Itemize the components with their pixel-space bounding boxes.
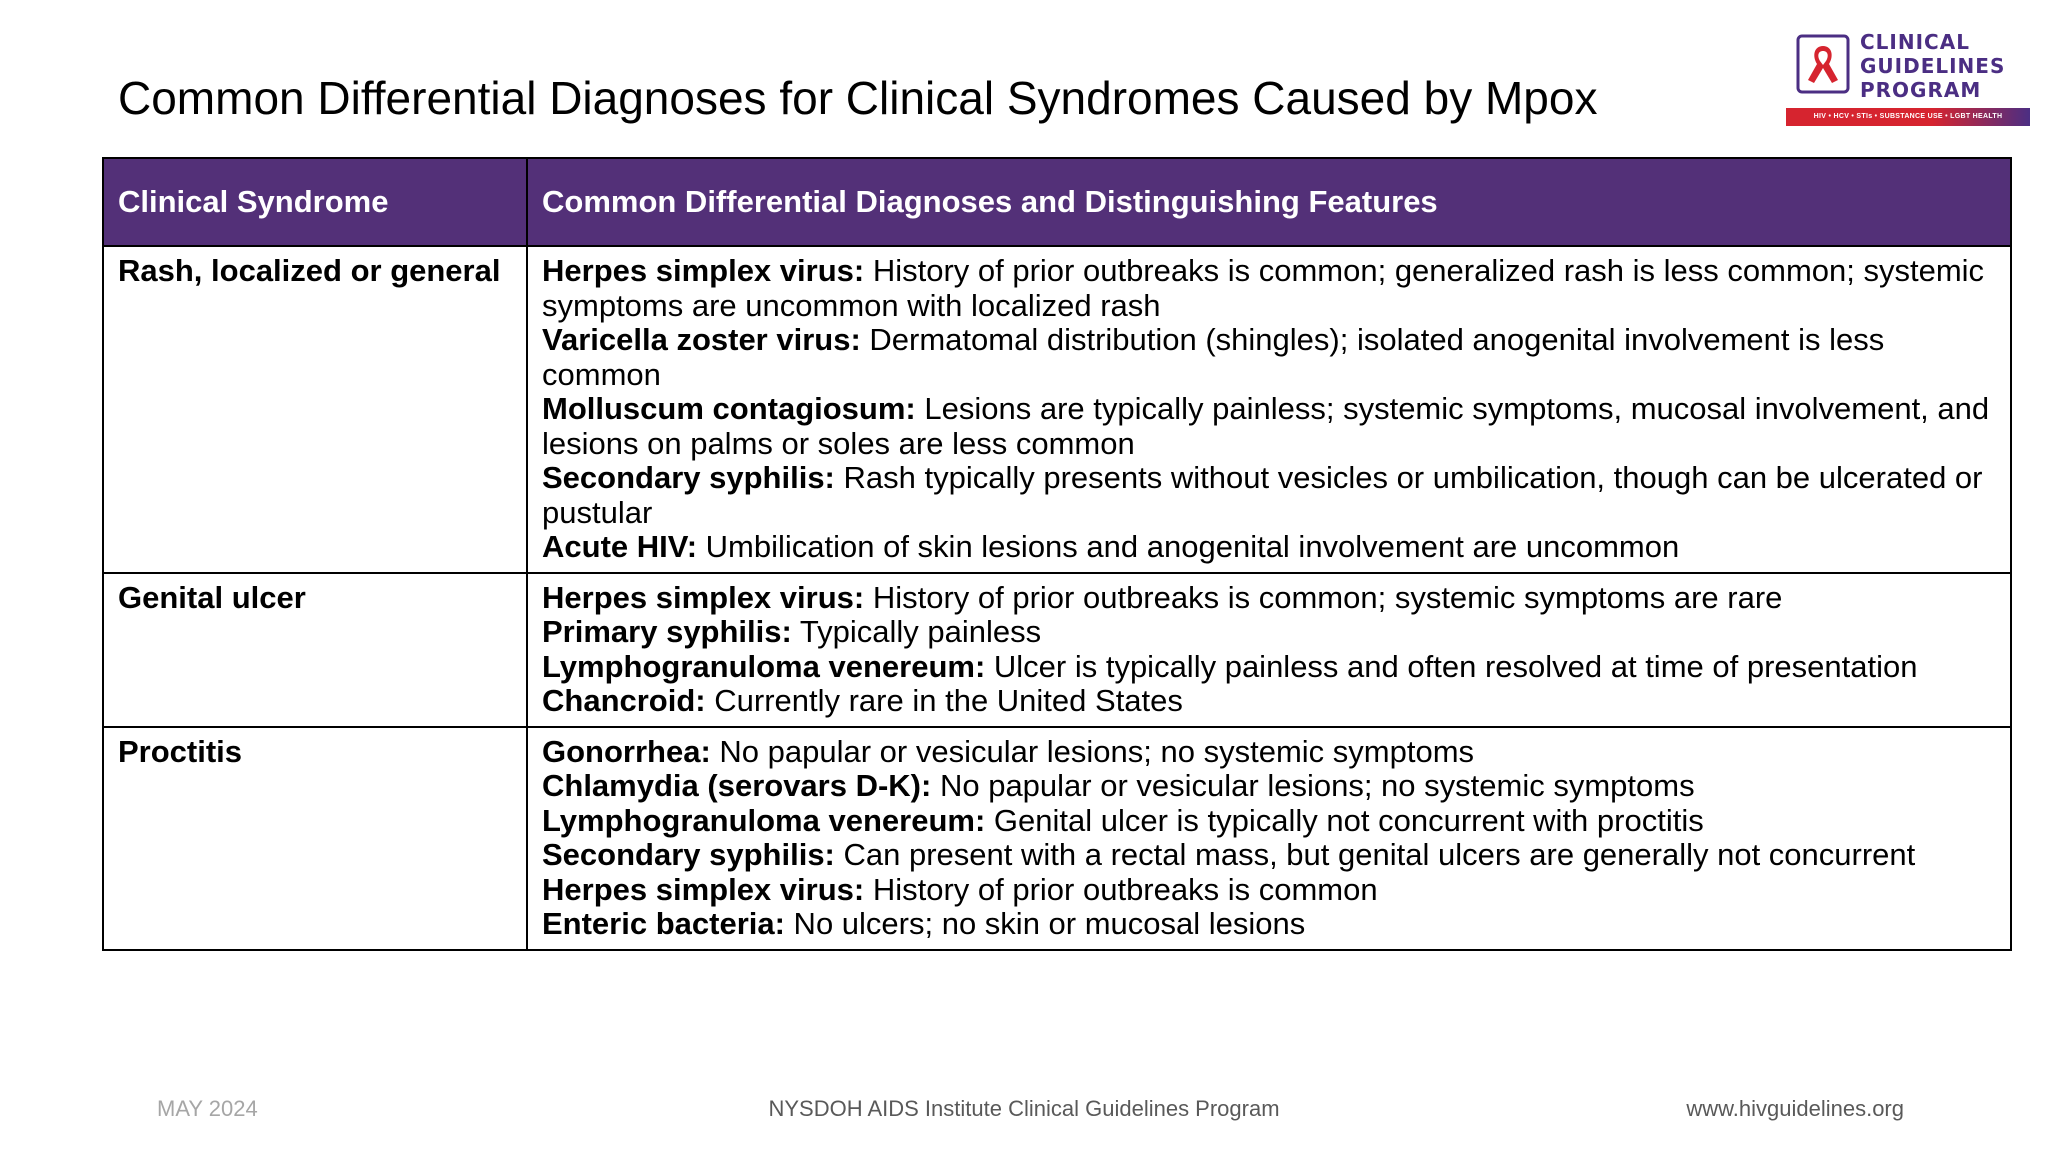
logo-line-1: CLINICAL: [1860, 30, 1970, 54]
diagnosis-entry: [542, 907, 1996, 942]
diagnosis-term: Lymphogranuloma venereum:: [542, 648, 986, 684]
differential-diagnoses-table: [102, 157, 2012, 951]
diagnosis-feature: Umbilication of skin lesions and anogenital involvement are uncommon: [697, 529, 1680, 564]
diagnosis-term: Varicella zoster virus:: [542, 322, 861, 357]
table-body: [103, 246, 2011, 950]
clinical-guidelines-program-logo[interactable]: [1786, 30, 2030, 128]
table-row: [103, 246, 2011, 573]
page-title: Common Differential Diagnoses for Clinical Syndromes Caused by Mpox: [118, 72, 1598, 124]
header-differential-diagnoses: Common Differential Diagnoses and Distinguishing Features: [527, 158, 2011, 246]
syndrome-cell: Rash, localized or general: [103, 246, 527, 573]
syndrome-cell: Genital ulcer: [103, 573, 527, 727]
diagnosis-term: Primary syphilis:: [542, 614, 792, 649]
diagnosis-term: Herpes simplex virus:: [542, 253, 865, 288]
footer-website-link[interactable]: www.hivguidelines.org: [1686, 1096, 1904, 1121]
diagnosis-entry: [542, 650, 1996, 685]
diagnosis-entry: [542, 684, 1996, 719]
diagnosis-entry: [542, 838, 1996, 873]
diagnosis-term: Molluscum contagiosum:: [542, 391, 916, 426]
diagnosis-term: Secondary syphilis:: [542, 460, 835, 495]
diagnosis-entry: [542, 254, 1996, 323]
diagnosis-term: Enteric bacteria:: [542, 906, 785, 941]
diagnosis-term: Lymphogranuloma venereum:: [542, 802, 986, 838]
diagnoses-cell: [527, 246, 2011, 573]
diagnosis-feature: No papular or vesicular lesions; no systemic symptoms: [931, 768, 1695, 803]
diagnosis-feature: Can present with a rectal mass, but genital ulcers are generally not concurrent: [834, 837, 1916, 872]
diagnosis-feature: History of prior outbreaks is common; generalized rash is less common; systemic symptoms are uncommon with localized rash: [542, 253, 1985, 323]
logo-line-2: GUIDELINES: [1860, 54, 2006, 78]
table-row: [103, 727, 2011, 950]
footer-date: MAY 2024: [157, 1096, 258, 1121]
logo-line-3: PROGRAM: [1860, 78, 1982, 102]
diagnosis-entry: [542, 769, 1996, 804]
diagnosis-entry: [542, 735, 1996, 770]
footer-organization: NYSDOH AIDS Institute Clinical Guidelines Program: [768, 1096, 1280, 1121]
diagnoses-cell: [527, 573, 2011, 727]
diagnosis-term: Acute HIV:: [542, 529, 698, 564]
diagnosis-feature: Genital ulcer is typically not concurrent with proctitis: [985, 802, 1704, 838]
diagnosis-feature: Dermatomal distribution (shingles); isolated anogenital involvement is less common: [542, 322, 1885, 392]
diagnosis-entry: [542, 461, 1996, 530]
diagnosis-feature: Rash typically presents without vesicles or umbilication, though can be ulcerated or pustular: [542, 460, 1983, 530]
table-header-row: [103, 158, 2011, 246]
diagnosis-term: Chancroid:: [542, 683, 706, 718]
diagnosis-feature: History of prior outbreaks is common; systemic symptoms are rare: [864, 579, 1783, 615]
diagnosis-entry: [542, 873, 1996, 908]
diagnosis-feature: No papular or vesicular lesions; no systemic symptoms: [710, 733, 1475, 769]
diagnosis-feature: Lesions are typically painless; systemic symptoms, mucosal involvement, and lesions on palms or soles are less common: [542, 391, 1990, 461]
logo-tagline: HIV • HCV • STIs • SUBSTANCE USE • LGBT HEALTH: [1786, 108, 2030, 126]
diagnosis-term: Herpes simplex virus:: [542, 579, 865, 615]
diagnosis-term: Secondary syphilis:: [542, 837, 835, 872]
diagnosis-entry: [542, 392, 1996, 461]
diagnosis-term: Chlamydia (serovars D-K):: [542, 768, 932, 803]
diagnosis-term: Herpes simplex virus:: [542, 871, 865, 907]
syndrome-cell: Proctitis: [103, 727, 527, 950]
diagnosis-entry: [542, 581, 1996, 616]
diagnosis-entry: [542, 530, 1996, 565]
diagnosis-feature: Currently rare in the United States: [705, 683, 1183, 718]
differential-diagnoses-table-container: [102, 157, 2010, 951]
diagnosis-feature: No ulcers; no skin or mucosal lesions: [784, 906, 1306, 941]
diagnoses-cell: [527, 727, 2011, 950]
red-ribbon-icon: [1796, 34, 1850, 94]
diagnosis-entry: [542, 615, 1996, 650]
diagnosis-entry: [542, 323, 1996, 392]
diagnosis-feature: Ulcer is typically painless and often resolved at time of presentation: [985, 648, 1918, 684]
diagnosis-entry: [542, 804, 1996, 839]
diagnosis-feature: History of prior outbreaks is common: [864, 871, 1378, 907]
logo-text: [1860, 30, 2005, 102]
diagnosis-term: Gonorrhea:: [542, 733, 711, 769]
header-clinical-syndrome: Clinical Syndrome: [103, 158, 527, 246]
diagnosis-feature: Typically painless: [791, 614, 1042, 649]
table-row: [103, 573, 2011, 727]
